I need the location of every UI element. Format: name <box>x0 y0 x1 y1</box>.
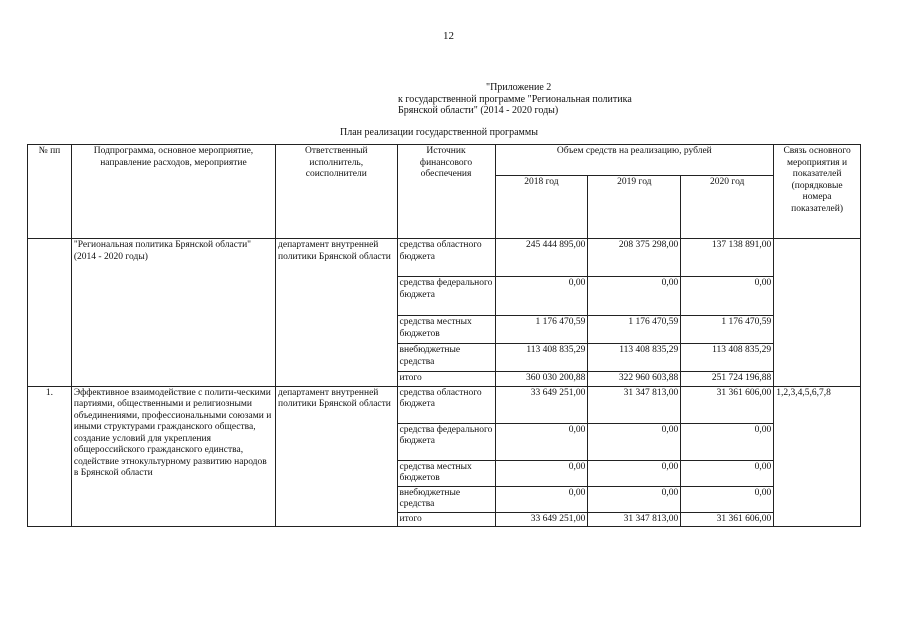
table-row <box>28 239 861 277</box>
amount-2019: 0,00 <box>588 277 681 316</box>
page-number: 12 <box>443 30 454 42</box>
amount-2018: 1 176 470,59 <box>495 316 588 344</box>
annex-heading <box>398 82 632 117</box>
amount-2020: 0,00 <box>681 460 774 486</box>
amount-2020: 1 176 470,59 <box>681 316 774 344</box>
source-cell: средства местных бюджетов <box>397 316 495 344</box>
amount-2020: 0,00 <box>681 277 774 316</box>
header-no: № пп <box>28 145 72 239</box>
total-2020: 31 361 606,00 <box>681 512 774 527</box>
amount-2018: 245 444 895,00 <box>495 239 588 277</box>
total-2019: 31 347 813,00 <box>588 512 681 527</box>
amount-2019: 31 347 813,00 <box>588 386 681 423</box>
amount-2018: 0,00 <box>495 460 588 486</box>
row-number <box>28 239 72 387</box>
header-volume: Объем средств на реализацию, рублей <box>495 145 774 176</box>
total-2020: 251 724 196,88 <box>681 372 774 387</box>
amount-2020: 0,00 <box>681 423 774 460</box>
header-year-2019: 2019 год <box>588 176 681 239</box>
executor-cell: департамент внутренней политики Брянской области <box>276 386 397 527</box>
source-cell: средства федерального бюджета <box>397 423 495 460</box>
amount-2020: 31 361 606,00 <box>681 386 774 423</box>
amount-2018: 0,00 <box>495 486 588 512</box>
header-year-2018: 2018 год <box>495 176 588 239</box>
annex-line-3: Брянской области" (2014 - 2020 годы) <box>398 105 559 116</box>
amount-2018: 33 649 251,00 <box>495 386 588 423</box>
source-cell: средства местных бюджетов <box>397 460 495 486</box>
header-executor: Ответственный исполнитель, соисполнители <box>276 145 397 239</box>
source-cell: внебюджетные средства <box>397 344 495 372</box>
amount-2018: 0,00 <box>495 277 588 316</box>
header-source: Источник финансового обеспечения <box>397 145 495 239</box>
total-label: итого <box>397 372 495 387</box>
total-2018: 33 649 251,00 <box>495 512 588 527</box>
source-cell: внебюджетные средства <box>397 486 495 512</box>
measure-name: Эффективное взаимодействие с полити-ческими партиями, общественными и религиозными объединениями, профессиональными союзами и иными структурами гражданского общества, создание условий для укрепления общероссийского гражданского единства, содействие этнокультурному развитию народов в Брянской области <box>71 386 275 527</box>
implementation-plan-table <box>27 144 861 527</box>
program-name: "Региональная политика Брянской области" (2014 - 2020 годы) <box>71 239 275 387</box>
annex-line-2: к государственной программе "Региональная политика <box>398 93 632 105</box>
row-number: 1. <box>28 386 72 527</box>
amount-2019: 113 408 835,29 <box>588 344 681 372</box>
amount-2020: 113 408 835,29 <box>681 344 774 372</box>
plan-title: План реализации государственной программы <box>340 127 538 138</box>
amount-2019: 0,00 <box>588 486 681 512</box>
executor-cell: департамент внутренней политики Брянской области <box>276 239 397 387</box>
total-2019: 322 960 603,88 <box>588 372 681 387</box>
amount-2020: 0,00 <box>681 486 774 512</box>
amount-2018: 0,00 <box>495 423 588 460</box>
header-link: Связь основного мероприятия и показателей (порядковые номера показателей) <box>774 145 861 239</box>
amount-2019: 0,00 <box>588 460 681 486</box>
amount-2019: 1 176 470,59 <box>588 316 681 344</box>
amount-2018: 113 408 835,29 <box>495 344 588 372</box>
amount-2020: 137 138 891,00 <box>681 239 774 277</box>
indicator-link: 1,2,3,4,5,6,7,8 <box>774 386 861 527</box>
header-row <box>28 145 861 176</box>
header-year-2020: 2020 год <box>681 176 774 239</box>
header-name: Подпрограмма, основное мероприятие, направление расходов, мероприятие <box>71 145 275 239</box>
annex-line-1: "Приложение 2 <box>486 82 552 93</box>
amount-2019: 0,00 <box>588 423 681 460</box>
source-cell: средства областного бюджета <box>397 239 495 277</box>
indicator-link <box>774 239 861 387</box>
total-2018: 360 030 200,88 <box>495 372 588 387</box>
source-cell: средства федерального бюджета <box>397 277 495 316</box>
amount-2019: 208 375 298,00 <box>588 239 681 277</box>
source-cell: средства областного бюджета <box>397 386 495 423</box>
table-row <box>28 386 861 423</box>
total-label: итого <box>397 512 495 527</box>
